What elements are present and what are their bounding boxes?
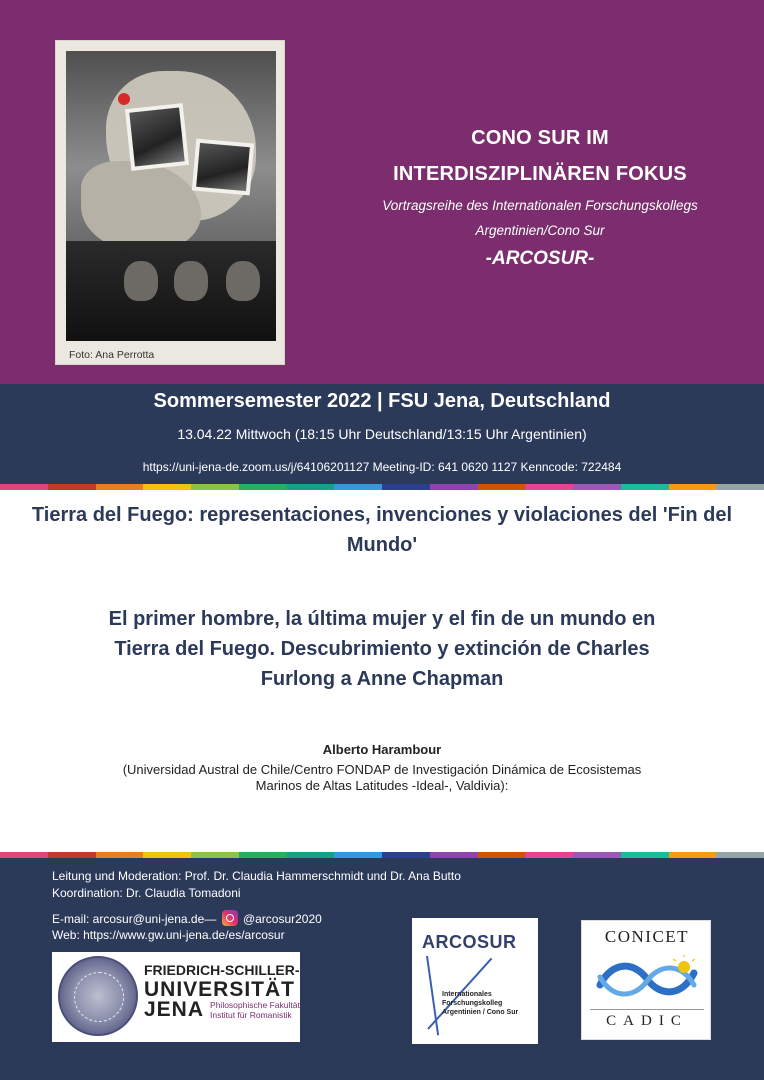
stripe-segment [573, 484, 621, 490]
fsu-jena-logo [52, 952, 300, 1042]
arcosur-logo [412, 918, 538, 1044]
fsu-name-line3: JENA [144, 998, 205, 1021]
stripe-segment [382, 484, 430, 490]
infinity-sun-icon [592, 955, 702, 1003]
talk-title-secondary: El primer hombre, la última mujer y el fin de un mundo en Tierra del Fuego. Descubrimiento y extinción de Charles Furlong a Anne Chapman [108, 608, 656, 690]
stripe-segment [669, 484, 717, 490]
instagram-icon[interactable] [222, 910, 238, 926]
moderation-line: Leitung und Moderation: Prof. Dr. Claudia Hammerschmidt und Dr. Ana Butto [52, 869, 461, 883]
event-info-band [0, 384, 764, 484]
fsu-name-line1: FRIEDRICH-SCHILLER- [144, 962, 300, 978]
arcosur-wordmark: ARCOSUR [422, 932, 517, 952]
series-acronym: -ARCOSUR- [485, 248, 595, 269]
stripe-segment [716, 484, 764, 490]
color-stripe-top [0, 484, 764, 490]
arcosur-sub2: Forschungskolleg [442, 1000, 503, 1007]
fsu-faculty: Philosophische Fakultät [210, 1000, 300, 1010]
zoom-meeting-info[interactable]: https://uni-jena-de.zoom.us/j/64106201127 Meeting-ID: 641 0620 1127 Kenncode: 722484 [142, 460, 622, 474]
stripe-segment [48, 484, 96, 490]
stripe-segment [287, 484, 335, 490]
fsu-name-line2: UNIVERSITÄT [144, 978, 296, 1001]
stripe-segment [143, 484, 191, 490]
instagram-handle[interactable]: @arcosur2020 [242, 912, 322, 926]
conicet-wordmark: CONICET [604, 927, 690, 946]
stripe-segment [478, 484, 526, 490]
series-subtitle-line2: Argentinien/Cono Sur [475, 223, 605, 238]
stripe-segment [430, 484, 478, 490]
footer [0, 858, 764, 1080]
cadic-wordmark: CADIC [606, 1013, 688, 1029]
stripe-segment [525, 484, 573, 490]
series-subtitle-line1: Vortragsreihe des Internationalen Forschungskollegs [382, 198, 698, 213]
stripe-segment [334, 484, 382, 490]
small-photo [125, 103, 189, 171]
speaker-affiliation: (Universidad Austral de Chile/Centro FONDAP de Investigación Dinámica de Ecosistemas Marinos de Altas Latitudes -Ideal-, Valdivia): [122, 762, 642, 793]
event-date-time: 13.04.22 Mittwoch (18:15 Uhr Deutschland/13:15 Uhr Argentinien) [177, 426, 587, 442]
speaker-name: Alberto Harambour [322, 742, 442, 757]
stripe-segment [621, 484, 669, 490]
stripe-segment [0, 484, 48, 490]
arcosur-sub3: Argentinien / Cono Sur [442, 1009, 519, 1016]
university-seal-icon [58, 956, 138, 1036]
red-dot-icon [118, 93, 130, 105]
stripe-segment [239, 484, 287, 490]
children-photo [66, 241, 276, 341]
small-photo [192, 139, 254, 196]
fsu-institute: Institut für Romanistik [210, 1010, 292, 1020]
collage-photo [55, 40, 285, 365]
conicet-cadic-logo [581, 920, 711, 1040]
collage-image [66, 51, 276, 341]
photo-caption: Foto: Ana Perrotta [69, 349, 155, 361]
talk-title-primary: Tierra del Fuego: representaciones, invenciones y violaciones del 'Fin del Mundo' [31, 504, 733, 556]
semester-title: Sommersemester 2022 | FSU Jena, Deutschland [153, 390, 611, 412]
series-heading [320, 120, 760, 274]
series-title-line2: INTERDISZIPLINÄREN FOKUS [393, 163, 687, 185]
arcosur-sub1: Internationales [442, 991, 492, 998]
stripe-segment [96, 484, 144, 490]
website-link[interactable]: Web: https://www.gw.uni-jena.de/es/arcosur [52, 928, 285, 942]
stripe-segment [191, 484, 239, 490]
coordination-line: Koordination: Dr. Claudia Tomadoni [52, 886, 241, 900]
header-band [0, 0, 764, 384]
contact-line [52, 910, 322, 928]
email-link[interactable]: E-mail: arcosur@uni-jena.de— [52, 912, 217, 926]
series-title-line1: CONO SUR IM [471, 127, 609, 149]
